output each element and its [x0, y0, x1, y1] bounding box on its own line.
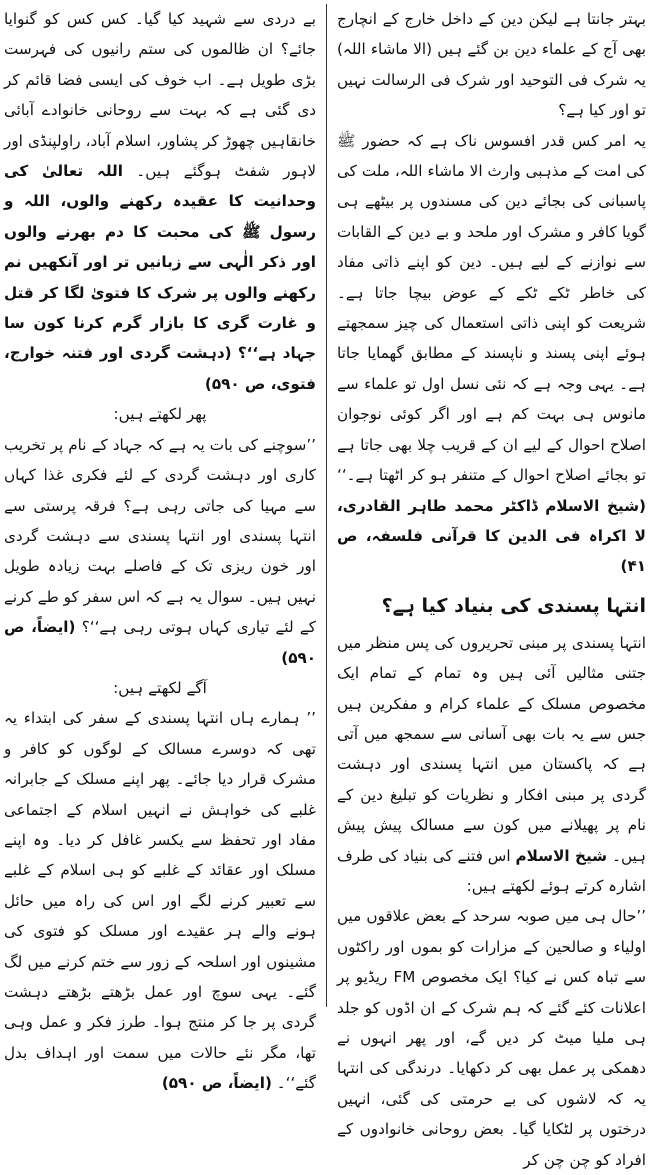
- citation: (دہشت گردی اور فتنہ خوارج، فتوی، ص ۵۹۰): [4, 344, 316, 393]
- paragraph: [337, 126, 646, 582]
- quote-text: ’’ ہمارے ہاں انتہا پسندی کے سفر کی ابتداء یہ تھی کہ دوسرے مسالک کے لوگوں کو کافر و مشرک قرار دیا جائے۔ پھر اپنے مسلک کے جابرانہ غلبے کی خواہش نے انہیں اسلام کے اجتماعی مفاد اور تحفظ سے یکسر غافل کر دیا۔ وہ اپنے مسلک اور عقائد کے غلبے کو ہی اسلام کے غلبے سے تعبیر کرنے لگے اور اس کی راہ میں حائل ہونے والے ہر عقیدے اور مسلک کو فتوی کی مشینوں اور اسلحہ کے زور سے ختم کرنے میں لگ گئے۔ یہی سوچ اور عمل بڑھتے بڑھتے دہشت گردی پر جا کر منتج ہوا۔ طرز فکر و عمل وہی تھا، مگر نئے حالات میں سمت اور اہداف بدل گئے‘‘۔: [4, 709, 316, 1093]
- quote-text: ’’حال ہی میں صوبہ سرحد کے بعض علاقوں میں اولیاء و صالحین کے مزارات کو بموں اور راکٹوں سے تباہ کس نے کیا؟ ایک مخصوص FM ریڈیو پر اعلانات کئے گئے کہ ہم شرک کے ان اڈوں کو جلد ہی ملیا میٹ کر دیں گے، اور پھر انہوں نے دھمکی پر عمل بھی کر دکھایا۔ درندگی کی انتہا یہ کہ لاشوں کی بے حرمتی کی گئی، انہیں درختوں پر لٹکایا گیا۔ بعض روحانی خانوادوں کے افراد کو چن چن کر: [337, 907, 646, 1169]
- column-divider: [326, 4, 327, 1007]
- paragraph-text: اس فتنے کی بنیاد کی طرف اشارہ کرتے ہوئے لکھتے ہیں:: [337, 846, 646, 895]
- block-quote: [4, 703, 316, 1098]
- left-column: [4, 4, 317, 1093]
- paragraph: [4, 4, 316, 399]
- citation: (ایضاً، ص ۵۹۰): [4, 618, 316, 667]
- citation: (ایضاً، ص ۵۹۰): [161, 1074, 272, 1093]
- block-quote: [4, 430, 316, 673]
- emphasis-text: اللہ تعالیٰ کی وحدانیت کا عقیدہ رکھنے والوں، اللہ و رسول ﷺ کی محبت کا دم بھرنے والوں اور ذکر الٰہی سے زبانیں تر اور آنکھیں نم رکھنے والوں پر شرک کا فتویٰ لگا کر قتل و غارت گری کا بازار گرم کرنا کون سا جہاد ہے‘‘؟: [4, 162, 317, 363]
- paragraph-text: بے دردی سے شہید کیا گیا۔ کس کس کو گنوایا جائے؟ ان ظالموں کی ستم رانیوں کی فہرست بڑی طویل ہے۔ اب خوف کی ایسی فضا قائم کر دی گئی ہے کہ بہت سے روحانی خانوادے آبائی خانقاہیں چھوڑ کر پشاور، اسلام آباد، راولپنڈی اور لاہور شفٹ ہوگئے ہیں۔: [4, 10, 317, 181]
- paragraph: [337, 628, 646, 902]
- quote-intro: [4, 399, 316, 429]
- quote-text: ’’سوچنے کی بات یہ ہے کہ جہاد کے نام پر تخریب کاری اور دہشت گردی کے لئے فکری غذا کہاں سے مہیا کی جاتی رہی ہے؟ فرقہ پرستی سے انتہا پسندی اور انتہا پسندی سے دہشت گردی اور خون ریزی تک کے فاصلے بہت زیادہ طویل نہیں ہیں۔ سوال یہ ہے کہ اس سفر کو طے کرنے کے لئے تیاری کہاں ہوتی رہی ہے‘‘؟: [4, 435, 317, 637]
- section-heading: انتہا پسندی کی بنیاد کیا ہے؟: [381, 594, 646, 617]
- quote-intro: [4, 673, 316, 703]
- intro-text: آگے لکھتے ہیں:: [113, 678, 207, 697]
- citation: (شیخ الاسلام ڈاکٹر محمد طاہر القادری، لا اکراہ فی الدین کا قرآنی فلسفہ، ص ۴۱): [337, 496, 646, 576]
- block-quote: [337, 901, 646, 1175]
- paragraph-text: بہتر جانتا ہے لیکن دین کے داخل خارج کے انچارج بھی آج کے علماء دین بن گئے ہیں (الا ماشاء اللہ) یہ شرک فی التوحید اور شرک فی الرسالت نہیں تو اور کیا ہے؟: [337, 10, 646, 120]
- intro-text: پھر لکھتے ہیں:: [113, 405, 207, 424]
- right-column: [337, 4, 647, 1169]
- paragraph: [337, 4, 646, 126]
- paragraph-text: انتہا پسندی پر مبنی تحریروں کی پس منظر میں جتنی مثالیں آئی ہیں وہ تمام کے تمام ایک مخصوص مسلک کے علماء کرام و مفکرین ہیں جس سے یہ بات بھی آسانی سے سمجھ میں آتی ہے کہ پاکستان میں انتہا پسندی اور دہشت گردی پر مبنی افکار و نظریات کو تبلیغ دین کے نام پر پھیلانے میں کون سے مسالک پیش پیش ہیں۔: [337, 633, 647, 865]
- paragraph-text: یہ امر کس قدر افسوس ناک ہے کہ حضور ﷺ کی امت کے مذہبی وارث الا ماشاء اللہ، ملت کی پاسبانی کی بجائے دین کی مسندوں پر بیٹھے ہی گویا کافر و مشرک اور ملحد و بے دین کے القابات سے نوازنے کے لیے ہیں۔ دین کو اپنے ذاتی مفاد کی خاطر ٹکے ٹکے کے عوض بیچا جاتا ہے۔ شریعت کو اپنی ذاتی استعمال کی چیز سمجھتے ہوئے اپنی پسند و ناپسند کے مطابق گھمایا جاتا ہے۔ یہی وجہ ہے کہ نئی نسل اول تو علماء سے مانوس ہی بہت کم ہے اور اگر کوئی نوجوان اصلاح احوال کے لیے ان کے قریب چلا بھی جاتا ہے تو بجائے اصلاح احوال کے متنفر ہو کر اٹھتا ہے۔‘‘: [337, 131, 646, 485]
- author-title: شیخ الاسلام: [515, 846, 608, 865]
